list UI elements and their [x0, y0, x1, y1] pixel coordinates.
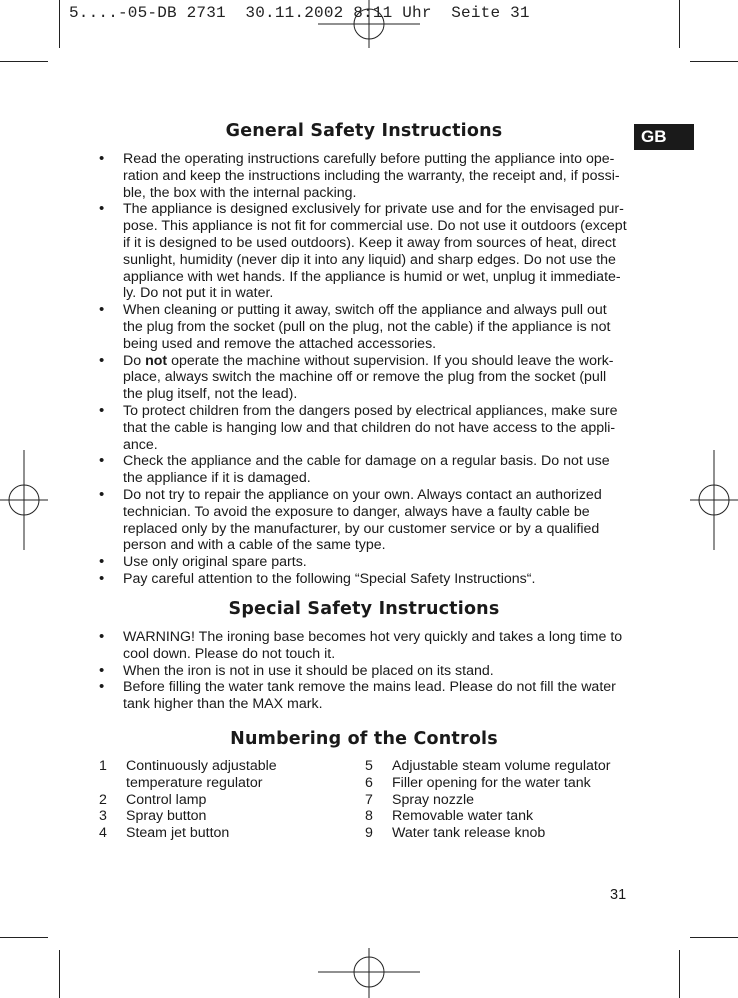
list-item	[96, 679, 636, 713]
list-item	[96, 403, 636, 453]
item-label: Steam jet button	[126, 825, 230, 842]
line: Read the operating instructions carefully before putting the appliance into ope-	[123, 151, 615, 167]
list-item	[96, 151, 636, 201]
line: appliance with wet hands. If the appliance is humid or wet, unplug it immediate-	[123, 268, 621, 285]
item-number	[99, 775, 126, 792]
list-item	[96, 487, 636, 554]
item-label: Water tank release knob	[392, 825, 546, 842]
item-label: Filler opening for the water tank	[392, 774, 591, 791]
list-item	[96, 571, 636, 588]
list-item	[365, 825, 610, 842]
controls-heading: Numbering of the Controls	[230, 729, 498, 749]
list-item	[96, 629, 636, 663]
line: cool down. Please do not touch it.	[123, 645, 336, 662]
emphasis-not: not	[145, 352, 168, 369]
crop-mark	[679, 950, 680, 998]
list-item	[96, 302, 636, 352]
item-number: 2	[99, 791, 107, 808]
general-safety-list	[96, 151, 636, 588]
item-label: temperature regulator	[126, 774, 263, 791]
line: ly. Do not put it in water.	[123, 285, 274, 302]
line: Do	[123, 352, 146, 369]
registration-mark-top	[318, 0, 420, 48]
line: that the cable is hanging low and that children do not have access to the appli-	[123, 419, 616, 436]
item-label: Spray nozzle	[392, 791, 475, 808]
line: Do not try to repair the appliance on your own. Always contact an authorized	[123, 486, 602, 503]
line: Before filling the water tank remove the mains lead. Please do not fill the water	[123, 679, 616, 696]
line: the plug from the socket (pull on the plug, not the cable) if the appliance is not	[123, 318, 611, 335]
line: person and with a cable of the same type.	[123, 537, 386, 554]
line: the appliance if it is damaged.	[123, 470, 311, 487]
list-item	[365, 758, 610, 775]
list-item	[99, 808, 277, 825]
special-safety-list	[96, 629, 636, 713]
list-item	[365, 775, 610, 792]
line: being used and remove the attached accessories.	[123, 335, 437, 352]
item-number: 4	[99, 825, 107, 842]
line: pose. This appliance is not fit for commercial use. Do not use it outdoors (except	[123, 218, 627, 235]
list-item	[99, 775, 277, 792]
item-number: 5	[365, 758, 373, 774]
registration-mark-right	[690, 450, 738, 550]
controls-list-left	[99, 758, 277, 842]
crop-mark	[0, 937, 48, 938]
special-safety-heading: Special Safety Instructions	[228, 599, 500, 619]
list-item	[99, 825, 277, 842]
crop-mark	[690, 61, 738, 62]
line: WARNING! The ironing base becomes hot very quickly and takes a long time to	[123, 629, 623, 645]
page-number: 31	[610, 887, 627, 903]
list-item	[99, 792, 277, 809]
line: When the iron is not in use it should be placed on its stand.	[123, 662, 494, 679]
line: Use only original spare parts.	[123, 554, 307, 571]
line: Check the appliance and the cable for damage on a regular basis. Do not use	[123, 453, 610, 470]
line: technician. To avoid the exposure to danger, always have a faulty cable be	[123, 503, 590, 520]
line: sunlight, humidity (never dip it into any liquid) and sharp edges. Do not use the	[123, 251, 616, 268]
list-item	[96, 453, 636, 487]
registration-mark-bottom	[318, 948, 420, 998]
line: operate the machine without supervision. If you should leave the work-	[167, 352, 614, 369]
registration-mark-left	[0, 450, 48, 550]
item-label: Continuously adjustable	[126, 758, 277, 774]
language-tab: GB	[634, 124, 694, 150]
item-number: 6	[365, 774, 373, 791]
line: replaced only by the manufacturer, by our customer service or by a qualified	[123, 520, 600, 537]
general-safety-heading: General Safety Instructions	[225, 121, 503, 141]
item-number: 3	[99, 808, 107, 825]
line: ble, the box with the internal packing.	[123, 184, 357, 201]
item-number: 9	[365, 825, 373, 842]
line: Pay careful attention to the following “Special Safety Instructions“.	[123, 570, 536, 587]
controls-list-right	[365, 758, 610, 842]
line: ration and keep the instructions including the warranty, the receipt and, if possi-	[123, 167, 620, 184]
item-number: 1	[99, 758, 107, 774]
crop-mark	[679, 0, 680, 48]
crop-mark	[0, 61, 48, 62]
list-item	[96, 663, 636, 680]
list-item	[96, 353, 636, 403]
line: ance.	[123, 436, 158, 453]
list-item	[96, 201, 636, 302]
item-label: Spray button	[126, 808, 207, 825]
item-label: Removable water tank	[392, 808, 534, 825]
crop-mark	[690, 937, 738, 938]
crop-mark	[59, 0, 60, 48]
item-number: 8	[365, 808, 373, 825]
line: tank higher than the MAX mark.	[123, 696, 323, 713]
line: When cleaning or putting it away, switch off the appliance and always pull out	[123, 302, 607, 319]
line: place, always switch the machine off or remove the plug from the socket (pull	[123, 369, 607, 386]
list-item	[365, 808, 610, 825]
list-item	[99, 758, 277, 775]
line: To protect children from the dangers posed by electrical appliances, make sure	[123, 402, 618, 419]
line: if it is designed to be used outdoors). Keep it away from sources of heat, direct	[123, 234, 616, 251]
line: The appliance is designed exclusively for private use and for the envisaged pur-	[123, 201, 624, 218]
item-label: Control lamp	[126, 791, 207, 808]
print-slug: 5....-05-DB 2731 30.11.2002 8:11 Uhr Seite 31	[69, 4, 530, 22]
list-item	[96, 554, 636, 571]
crop-mark	[59, 950, 60, 998]
item-number: 7	[365, 791, 373, 808]
list-item	[365, 792, 610, 809]
item-label: Adjustable steam volume regulator	[392, 758, 611, 774]
line: the plug itself, not the lead).	[123, 386, 298, 403]
